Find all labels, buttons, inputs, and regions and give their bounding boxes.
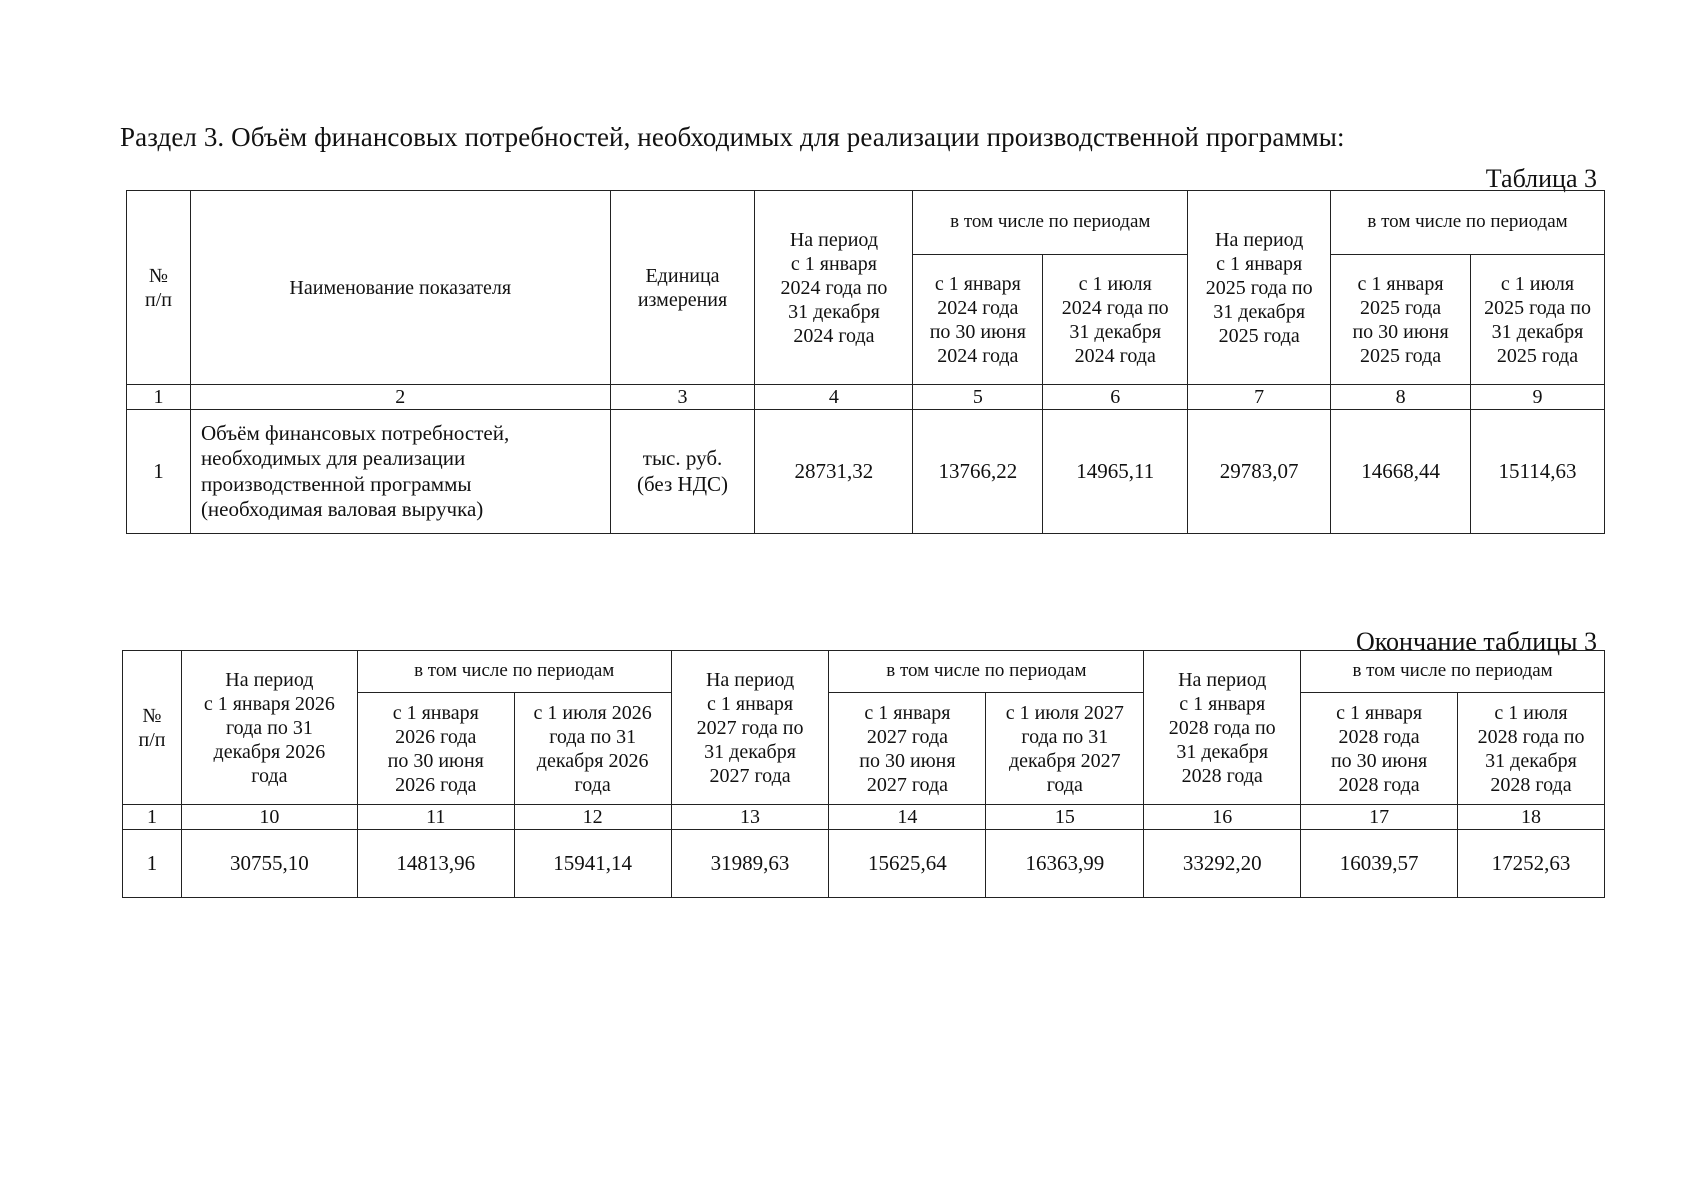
value-cell: 33292,20 — [1144, 830, 1301, 898]
column-index-row — [123, 805, 1605, 830]
table-row — [123, 830, 1605, 898]
row-number: 1 — [123, 830, 182, 898]
column-index: 12 — [514, 805, 671, 830]
value-cell: 29783,07 — [1188, 410, 1331, 534]
column-index: 3 — [610, 385, 755, 410]
column-index: 9 — [1471, 385, 1605, 410]
column-index: 10 — [181, 805, 357, 830]
column-index: 2 — [190, 385, 610, 410]
column-index: 5 — [913, 385, 1043, 410]
table-caption: Таблица 3 — [1485, 164, 1597, 193]
column-index: 1 — [127, 385, 191, 410]
section-heading: Раздел 3. Объём финансовых потребностей, необходимых для реализации производственной программы: — [120, 122, 1345, 152]
value-cell: 15114,63 — [1471, 410, 1605, 534]
table-row — [127, 410, 1605, 534]
header-2025-h2: с 1 июля 2025 года по 31 декабря 2025 года — [1471, 255, 1605, 385]
value-cell: 28731,32 — [755, 410, 913, 534]
value-cell: 15941,14 — [514, 830, 671, 898]
column-index: 17 — [1301, 805, 1458, 830]
row-number: 1 — [127, 410, 191, 534]
column-index: 1 — [123, 805, 182, 830]
column-index: 6 — [1043, 385, 1188, 410]
column-index: 4 — [755, 385, 913, 410]
header-period-2025: На период с 1 января 2025 года по 31 декабря 2025 года — [1188, 191, 1331, 385]
financial-needs-table — [126, 190, 1605, 534]
header-2028-h1: с 1 января 2028 года по 30 июня 2028 года — [1301, 693, 1458, 805]
table-continuation-caption: Окончание таблицы 3 — [1355, 627, 1597, 656]
header-2025-h1: с 1 января 2025 года по 30 июня 2025 года — [1331, 255, 1471, 385]
value-cell: 17252,63 — [1458, 830, 1605, 898]
header-group-2024: в том числе по периодам — [913, 191, 1188, 255]
column-index: 11 — [357, 805, 514, 830]
value-cell: 16039,57 — [1301, 830, 1458, 898]
header-2027-h1: с 1 января 2027 года по 30 июня 2027 года — [829, 693, 986, 805]
header-period-2027: На период с 1 января 2027 года по 31 декабря 2027 года — [671, 651, 829, 805]
column-index: 14 — [829, 805, 986, 830]
unit-cell: тыс. руб. (без НДС) — [610, 410, 755, 534]
column-index: 15 — [986, 805, 1144, 830]
value-cell: 14813,96 — [357, 830, 514, 898]
indicator-name: Объём финансовых потребностей, необходимых для реализации производственной программы (необходимая валовая выручка) — [190, 410, 610, 534]
header-2027-h2: с 1 июля 2027 года по 31 декабря 2027 года — [986, 693, 1144, 805]
column-index-row — [127, 385, 1605, 410]
header-period-2024: На период с 1 января 2024 года по 31 декабря 2024 года — [755, 191, 913, 385]
column-index: 13 — [671, 805, 829, 830]
header-2026-h2: с 1 июля 2026 года по 31 декабря 2026 года — [514, 693, 671, 805]
header-group-2025: в том числе по периодам — [1331, 191, 1605, 255]
value-cell: 14965,11 — [1043, 410, 1188, 534]
column-index: 16 — [1144, 805, 1301, 830]
header-group-2027: в том числе по периодам — [829, 651, 1144, 693]
value-cell: 14668,44 — [1331, 410, 1471, 534]
header-group-2026: в том числе по периодам — [357, 651, 671, 693]
column-index: 7 — [1188, 385, 1331, 410]
header-2024-h1: с 1 января 2024 года по 30 июня 2024 года — [913, 255, 1043, 385]
header-unit: Единица измерения — [610, 191, 755, 385]
financial-needs-table-continued — [122, 650, 1605, 898]
header-2024-h2: с 1 июля 2024 года по 31 декабря 2024 года — [1043, 255, 1188, 385]
header-period-2026: На период с 1 января 2026 года по 31 декабря 2026 года — [181, 651, 357, 805]
header-2028-h2: с 1 июля 2028 года по 31 декабря 2028 года — [1458, 693, 1605, 805]
value-cell: 15625,64 — [829, 830, 986, 898]
header-indicator-name: Наименование показателя — [190, 191, 610, 385]
column-index: 18 — [1458, 805, 1605, 830]
header-2026-h1: с 1 января 2026 года по 30 июня 2026 года — [357, 693, 514, 805]
header-row-number: № п/п — [123, 651, 182, 805]
header-row-number: № п/п — [127, 191, 191, 385]
header-period-2028: На период с 1 января 2028 года по 31 декабря 2028 года — [1144, 651, 1301, 805]
value-cell: 31989,63 — [671, 830, 829, 898]
value-cell: 13766,22 — [913, 410, 1043, 534]
header-group-2028: в том числе по периодам — [1301, 651, 1605, 693]
value-cell: 16363,99 — [986, 830, 1144, 898]
value-cell: 30755,10 — [181, 830, 357, 898]
column-index: 8 — [1331, 385, 1471, 410]
